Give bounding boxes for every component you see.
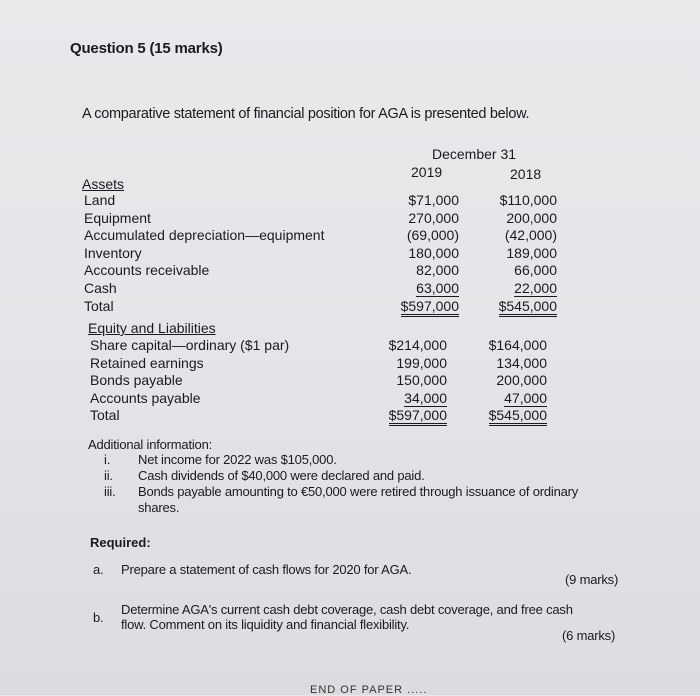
row-label: Equipment <box>84 209 151 226</box>
value-2019: (69,000) <box>406 227 459 244</box>
req-b-letter: b. <box>93 610 104 625</box>
value-2018: $545,000 <box>489 407 547 426</box>
value-2019: 199,000 <box>396 354 447 371</box>
header-year-2018: 2018 <box>510 166 542 182</box>
item-num-3: iii. <box>104 484 116 499</box>
equity-heading: Equity and Liabilities <box>88 320 216 336</box>
row-label: Share capital—ordinary ($1 par) <box>90 337 290 353</box>
row-label: Bonds payable <box>90 372 183 389</box>
table-row <box>90 372 580 389</box>
row-label: Accumulated depreciation—equipment <box>84 227 325 244</box>
row-label: Land <box>84 192 116 208</box>
req-b-text: Determine AGA's current cash debt coverage, cash debt coverage, and free cash <box>121 602 573 617</box>
value-2018: $164,000 <box>488 337 547 353</box>
item-text-3: Bonds payable amounting to €50,000 were retired through issuance of ordinary <box>138 484 579 499</box>
table-row <box>84 227 574 244</box>
req-b-marks: (6 marks) <box>562 628 616 643</box>
intro-text: A comparative statement of financial position for AGA is presented below. <box>82 106 530 122</box>
item-text-3-cont: shares. <box>138 500 180 515</box>
value-2018: $545,000 <box>499 298 557 317</box>
value-2018: 200,000 <box>496 372 547 389</box>
table-row <box>90 407 580 424</box>
value-2019: 34,000 <box>404 389 447 406</box>
value-2018: 66,000 <box>514 262 557 279</box>
table-row <box>90 390 580 407</box>
row-label: Inventory <box>84 244 142 261</box>
value-2019: 180,000 <box>408 244 459 261</box>
req-b-cont: flow. Comment on its liquidity and financial flexibility. <box>121 617 410 632</box>
req-a-text: Prepare a statement of cash flows for 2020 for AGA. <box>121 562 412 577</box>
value-2019: $597,000 <box>401 298 459 317</box>
item-text-1: Net income for 2022 was $105,000. <box>138 452 337 467</box>
value-2018: (42,000) <box>504 227 557 244</box>
value-2018: 200,000 <box>506 209 557 226</box>
assets-heading: Assets <box>82 176 125 192</box>
item-num-1: i. <box>104 452 111 467</box>
table-row <box>84 298 574 315</box>
value-2019: 270,000 <box>408 209 459 226</box>
value-2019: $71,000 <box>408 192 459 208</box>
row-label: Accounts payable <box>90 389 201 406</box>
table-row <box>84 280 574 297</box>
table-row <box>84 262 574 279</box>
row-label: Cash <box>84 280 117 296</box>
value-2019: $597,000 <box>389 407 447 426</box>
table-row <box>84 245 574 262</box>
value-2018: $110,000 <box>499 192 557 208</box>
table-row <box>90 337 580 354</box>
value-2018: 47,000 <box>504 389 547 406</box>
table-row <box>84 192 574 209</box>
value-2019: 150,000 <box>396 372 447 389</box>
req-a-marks: (9 marks) <box>565 572 619 587</box>
value-2018: 134,000 <box>496 354 547 371</box>
footer-text: END OF PAPER ..... <box>310 684 428 696</box>
header-year-2019: 2019 <box>411 164 443 180</box>
req-a-letter: a. <box>93 562 104 577</box>
row-label: Total <box>90 407 120 424</box>
value-2019: $214,000 <box>388 337 447 353</box>
table-row <box>84 210 574 227</box>
required-heading: Required: <box>90 535 151 550</box>
row-label: Total <box>84 297 114 314</box>
item-num-2: ii. <box>104 468 113 483</box>
header-date: December 31 <box>432 146 517 162</box>
value-2018: 22,000 <box>514 280 557 296</box>
question-title: Question 5 (15 marks) <box>70 40 223 57</box>
row-label: Accounts receivable <box>84 262 210 279</box>
item-text-2: Cash dividends of $40,000 were declared and paid. <box>138 468 425 483</box>
value-2018: 189,000 <box>506 244 557 261</box>
table-row <box>90 355 580 372</box>
value-2019: 63,000 <box>416 280 459 296</box>
value-2019: 82,000 <box>416 262 459 279</box>
row-label: Retained earnings <box>90 354 204 371</box>
additional-heading: Additional information: <box>88 437 213 452</box>
